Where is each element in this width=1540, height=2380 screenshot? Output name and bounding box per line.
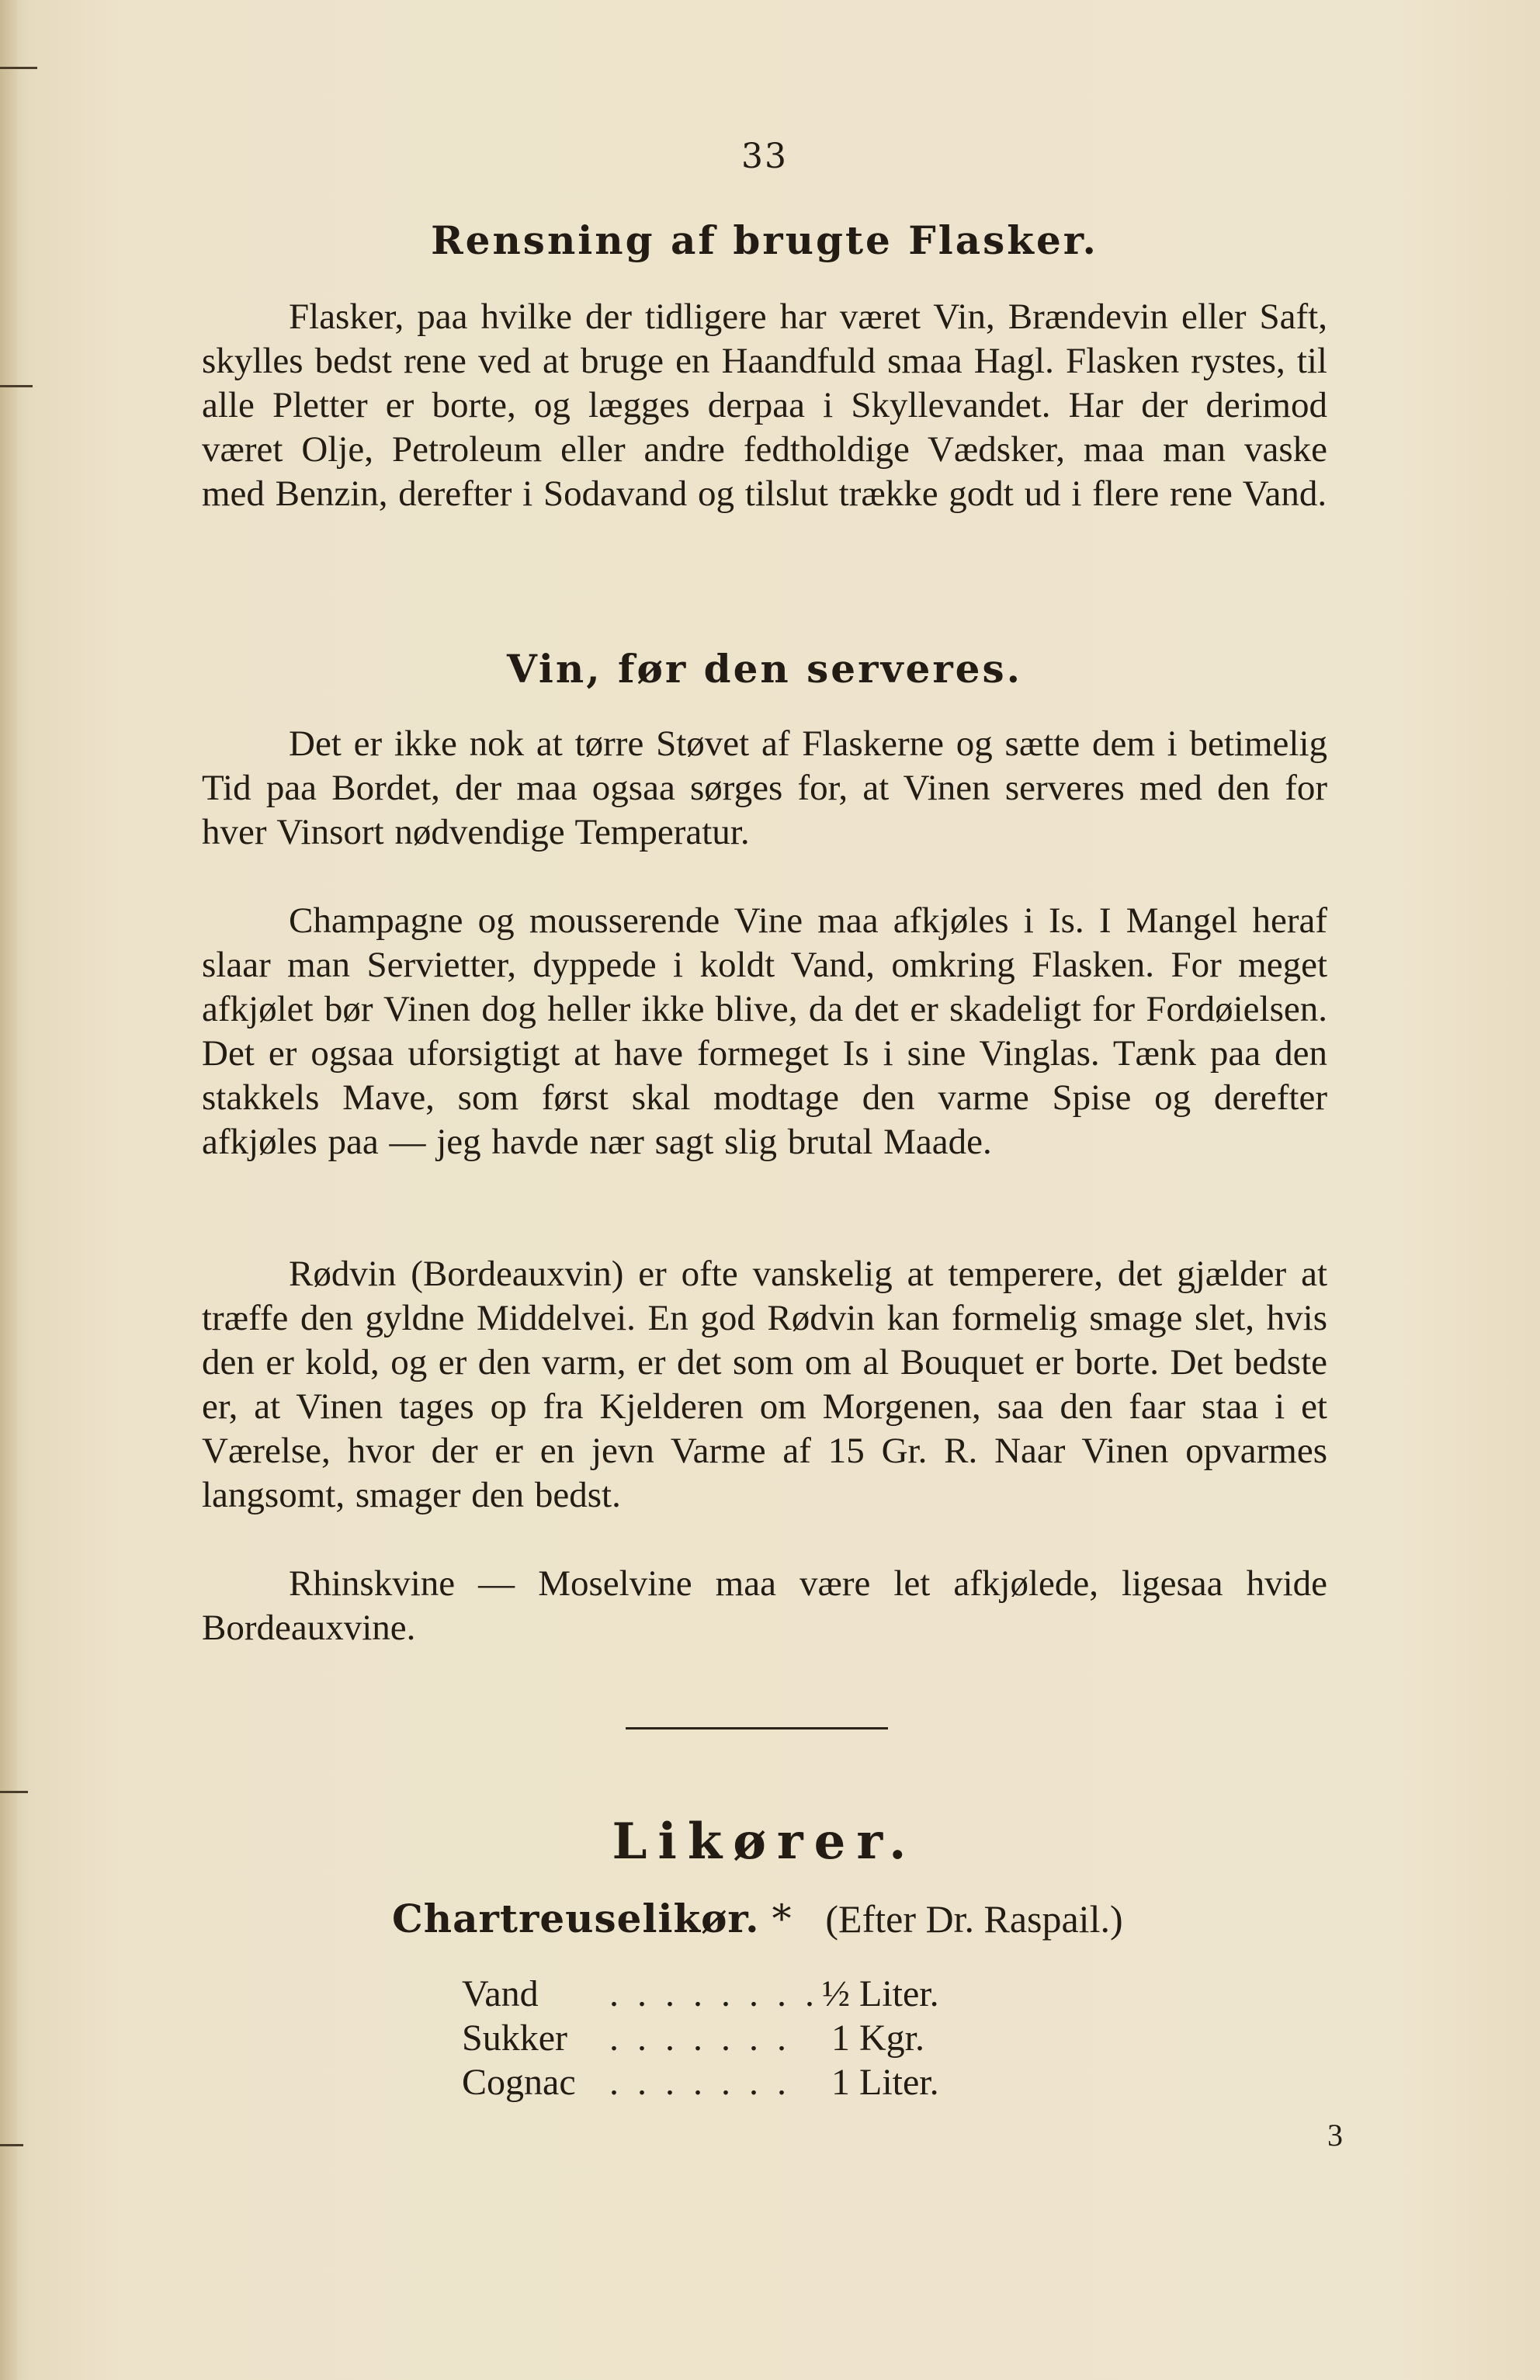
paragraph-temperatur — [202, 722, 1327, 855]
paragraph-text: Rhinskvine — Moselvine maa være let afkjølede, ligesaa hvide Bordeauxvine. — [202, 1563, 1327, 1648]
ingredient-name: Cognac — [462, 2062, 576, 2103]
recipe-title — [392, 1896, 1123, 1941]
ingredient-unit: Liter. — [859, 1973, 939, 2014]
section-heading-vin: Vin, før den serveres. — [506, 646, 1023, 692]
ingredient-amount: 1 — [831, 2017, 850, 2059]
section-heading-rensning: Rensning af brugte Flasker. — [431, 217, 1098, 263]
recipe-source: (Efter Dr. Raspail.) — [825, 1897, 1123, 1941]
ingredient-name: Sukker — [462, 2017, 567, 2059]
ingredient-row — [462, 1972, 939, 2016]
ingredient-amount: 1 — [831, 2062, 850, 2103]
ingredient-row — [462, 2060, 939, 2104]
section-divider — [626, 1727, 888, 1729]
paragraph-rodvin — [202, 1252, 1327, 1518]
paragraph-rensning — [202, 295, 1327, 516]
ingredient-list — [462, 1972, 939, 2104]
ingredient-leader-dots: . . . . . . . . — [609, 1973, 819, 2014]
paragraph-text: Det er ikke nok at tørre Støvet af Flaskerne og sætte dem i betimelig Tid paa Bordet, der maa ogsaa sørges for, at Vinen serveres med den for hver Vinsort nødvendige Temperatur. — [202, 723, 1327, 852]
signature-mark: 3 — [1327, 2118, 1343, 2153]
paragraph-text: Rødvin (Bordeauxvin) er ofte vanskelig at temperere, det gjælder at træffe den gyldne Middelvei. En god Rødvin kan formelig smage slet, hvis den er kold, og er den varm, er det som om al Bouquet er borte. Det bedste er, at Vinen tages op fra Kjelderen om Morgenen, saa den faar staa i et Værelse, hvor der er en jevn Varme af 15 Gr. R. Naar Vinen opvarmes langsomt, smager den bedst. — [202, 1254, 1327, 1515]
page-number: 33 — [741, 137, 788, 176]
binding-mark — [0, 67, 37, 69]
ingredient-leader-dots: . . . . . . . — [609, 2062, 791, 2103]
binding-mark — [0, 1791, 28, 1793]
ingredient-unit: Liter. — [859, 2062, 939, 2103]
paragraph-text: Flasker, paa hvilke der tidligere har været Vin, Brændevin eller Saft, skylles bedst rene ved at bruge en Haandfuld smaa Hagl. Flasken rystes, til alle Pletter er borte, og lægges derpaa i Skyllevandet. Har der derimod været Olje, Petroleum eller andre fedtholdige Vædsker, maa man vaske med Benzin, derefter i Sodavand og tilslut trække godt ud i flere rene Vand. — [202, 297, 1327, 514]
paragraph-champagne — [202, 899, 1327, 1164]
chapter-heading-likorer: Likører. — [612, 1813, 917, 1871]
footnote-marker: * — [772, 1896, 792, 1941]
binding-mark — [0, 385, 33, 387]
book-page — [202, 0, 1343, 2380]
ingredient-unit: Kgr. — [859, 2017, 924, 2059]
paragraph-text: Champagne og mousserende Vine maa afkjøles i Is. I Mangel heraf slaar man Servietter, dyppede i koldt Vand, omkring Flasken. For meget afkjølet bør Vinen dog heller ikke blive, da det er skadeligt for Fordøielsen. Det er ogsaa uforsigtigt at have formeget Is i sine Vinglas. Tænk paa den stakkels Mave, som først skal modtage den varme Spise og derefter afkjøles paa — jeg havde nær sagt slig brutal Maade. — [202, 900, 1327, 1162]
ingredient-leader-dots: . . . . . . . — [609, 2017, 791, 2059]
ingredient-amount: ½ — [822, 1973, 850, 2014]
recipe-name: Chartreuselikør. — [392, 1896, 760, 1941]
paragraph-rhinskvine — [202, 1562, 1327, 1650]
binding-edge — [0, 0, 17, 2380]
binding-mark — [0, 2144, 23, 2146]
ingredient-name: Vand — [462, 1973, 539, 2014]
ingredient-row — [462, 2016, 939, 2060]
